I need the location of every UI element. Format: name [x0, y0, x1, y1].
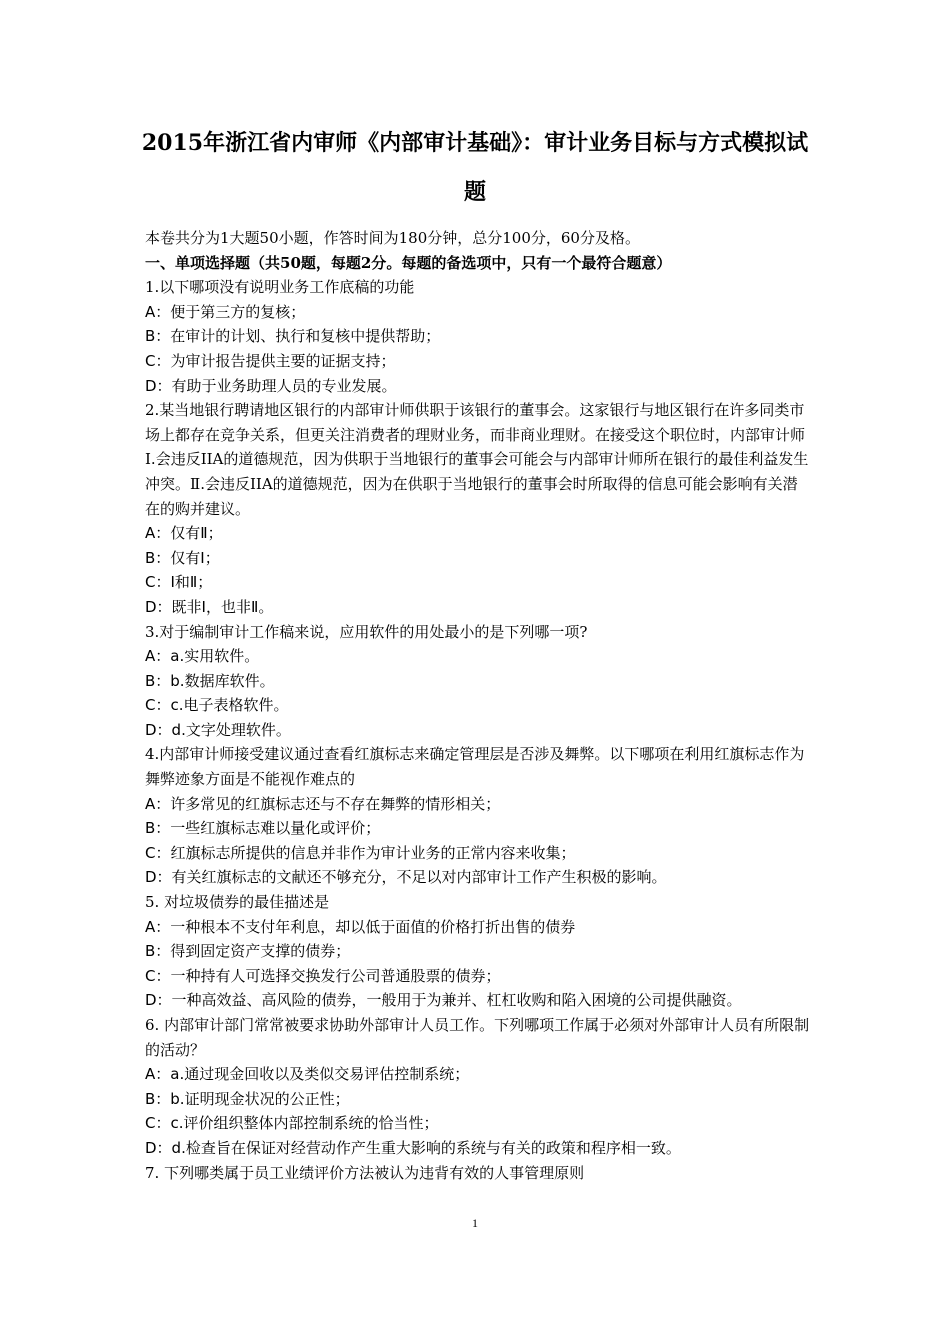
question-2-option-d: D：既非Ⅰ，也非Ⅱ。 — [145, 597, 274, 616]
exam-intro: 本卷共分为1大题50小题，作答时间为180分钟，总分100分，60分及格。 — [145, 229, 640, 247]
question-6-option-b: B：b.证明现金状况的公正性； — [145, 1089, 350, 1108]
question-1-option-b: B：在审计的计划、执行和复核中提供帮助； — [145, 327, 441, 346]
question-7-stem: 7. 下列哪类属于员工业绩评价方法被认为违背有效的人事管理原则 — [145, 1163, 585, 1182]
question-2-option-c: C：Ⅰ和Ⅱ； — [145, 573, 213, 592]
section-heading: 一、单项选择题（共50题，每题2分。每题的备选项中，只有一个最符合题意） — [145, 253, 672, 272]
document-title-line-1: 2015年浙江省内审师《内部审计基础》：审计业务目标与方式模拟试 — [141, 130, 809, 156]
question-3-option-a: A：a.实用软件。 — [145, 647, 260, 666]
question-5-option-c: C：一种持有人可选择交换发行公司普通股票的债券； — [145, 966, 501, 985]
question-4-option-a: A：许多常见的红旗标志还与不存在舞弊的情形相关； — [145, 794, 501, 813]
question-3-stem: 3.对于编制审计工作稿来说，应用软件的用处最小的是下列哪一项? — [145, 622, 588, 641]
question-2-option-a: A：仅有Ⅱ； — [145, 524, 223, 543]
question-4-option-c: C：红旗标志所提供的信息并非作为审计业务的正常内容来收集； — [145, 843, 576, 862]
question-5-option-a: A：一种根本不支付年利息，却以低于面值的价格打折出售的债券 — [145, 917, 576, 936]
question-6-option-d: D：d.检查旨在保证对经营动作产生重大影响的系统与有关的政策和程序相一致。 — [145, 1138, 681, 1157]
question-1-stem: 1.以下哪项没有说明业务工作底稿的功能 — [145, 278, 415, 297]
question-6-stem: 6. 内部审计部门常常被要求协助外部审计人员工作。下列哪项工作属于必须对外部审计人员有所限制的活动？ — [145, 1016, 810, 1059]
document-title-line-2: 题 — [463, 179, 486, 205]
question-4-option-d: D：有关红旗标志的文献还不够充分，不足以对内部审计工作产生积极的影响。 — [145, 868, 667, 887]
question-3-option-c: C：c.电子表格软件。 — [145, 696, 289, 715]
question-5-option-b: B：得到固定资产支撑的债券； — [145, 942, 351, 961]
question-6-option-c: C：c.评价组织整体内部控制系统的恰当性； — [145, 1114, 439, 1133]
question-5-option-d: D：一种高效益、高风险的债券，一般用于为兼并、杠杠收购和陷入困境的公司提供融资。 — [145, 991, 742, 1010]
question-4-option-b: B：一些红旗标志难以量化或评价； — [145, 819, 381, 838]
question-2-stem: 2.某当地银行聘请地区银行的内部审计师供职于该银行的董事会。这家银行与地区银行在许多同类市场上都存在竞争关系，但更关注消费者的理财业务，而非商业理财。在接受这个职位时，内部审计师Ⅰ.会违反IIA的道德规范，因为供职于当地银行的董事会可能会与内部审计师所在银行的最佳利益发生冲突。Ⅱ.会违反IIA的道德规范，因为在供职于当地银行的董事会时所取得的信息可能会影响有关潜在的购并建议。 — [145, 401, 809, 518]
question-5-stem: 5. 对垃圾债券的最佳描述是 — [145, 893, 330, 912]
document-body — [145, 226, 810, 1185]
question-2-option-b: B：仅有Ⅰ； — [145, 548, 220, 567]
question-3-option-b: B：b.数据库软件。 — [145, 671, 275, 690]
question-3-option-d: D：d.文字处理软件。 — [145, 720, 291, 739]
question-1-option-a: A：便于第三方的复核； — [145, 302, 306, 321]
question-6-option-a: A：a.通过现金回收以及类似交易评估控制系统； — [145, 1065, 470, 1084]
question-1-option-c: C：为审计报告提供主要的证据支持； — [145, 351, 396, 370]
page-number: 1 — [472, 1216, 478, 1230]
question-4-stem: 4.内部审计师接受建议通过查看红旗标志来确定管理层是否涉及舞弊。以下哪项在利用红旗标志作为舞弊迹象方面是不能视作难点的 — [145, 745, 805, 789]
question-1-option-d: D：有助于业务助理人员的专业发展。 — [145, 376, 397, 395]
